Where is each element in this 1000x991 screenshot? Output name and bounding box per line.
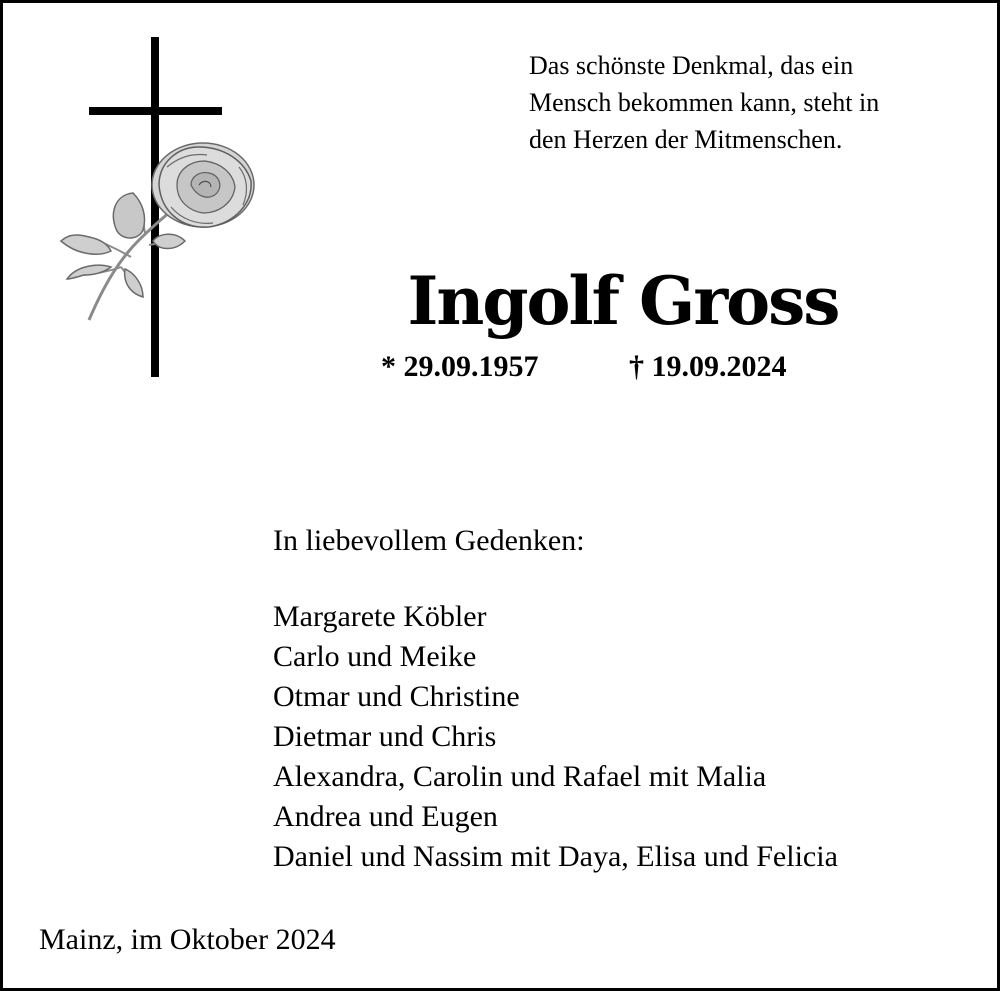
- mourner-entry: Dietmar und Chris: [273, 720, 497, 753]
- quote-line: Mensch bekommen kann, steht in: [529, 88, 880, 117]
- quote-line: den Herzen der Mitmenschen.: [529, 125, 843, 154]
- deceased-name: Ingolf Gross: [407, 262, 839, 340]
- mourner-entry: Alexandra, Carolin und Rafael mit Malia: [273, 760, 767, 793]
- birth-date: * 29.09.1957: [381, 350, 539, 383]
- quote-line: Das schönste Denkmal, das ein: [529, 51, 854, 80]
- mourner-entry: Andrea und Eugen: [273, 800, 498, 833]
- mourner-entry: Daniel und Nassim mit Daya, Elisa und Felicia: [273, 840, 838, 873]
- mourner-entry: Carlo und Meike: [273, 640, 477, 673]
- memory-heading: In liebevollem Gedenken:: [273, 524, 585, 557]
- mourner-entry: Otmar und Christine: [273, 680, 520, 713]
- death-date: † 19.09.2024: [629, 350, 787, 383]
- cross-with-rose-icon: [59, 35, 259, 381]
- life-dates: [381, 347, 841, 387]
- mourners-list: [273, 597, 838, 877]
- memorial-quote: [529, 47, 969, 158]
- place-and-date: Mainz, im Oktober 2024: [39, 923, 336, 956]
- mourner-entry: Margarete Köbler: [273, 600, 487, 633]
